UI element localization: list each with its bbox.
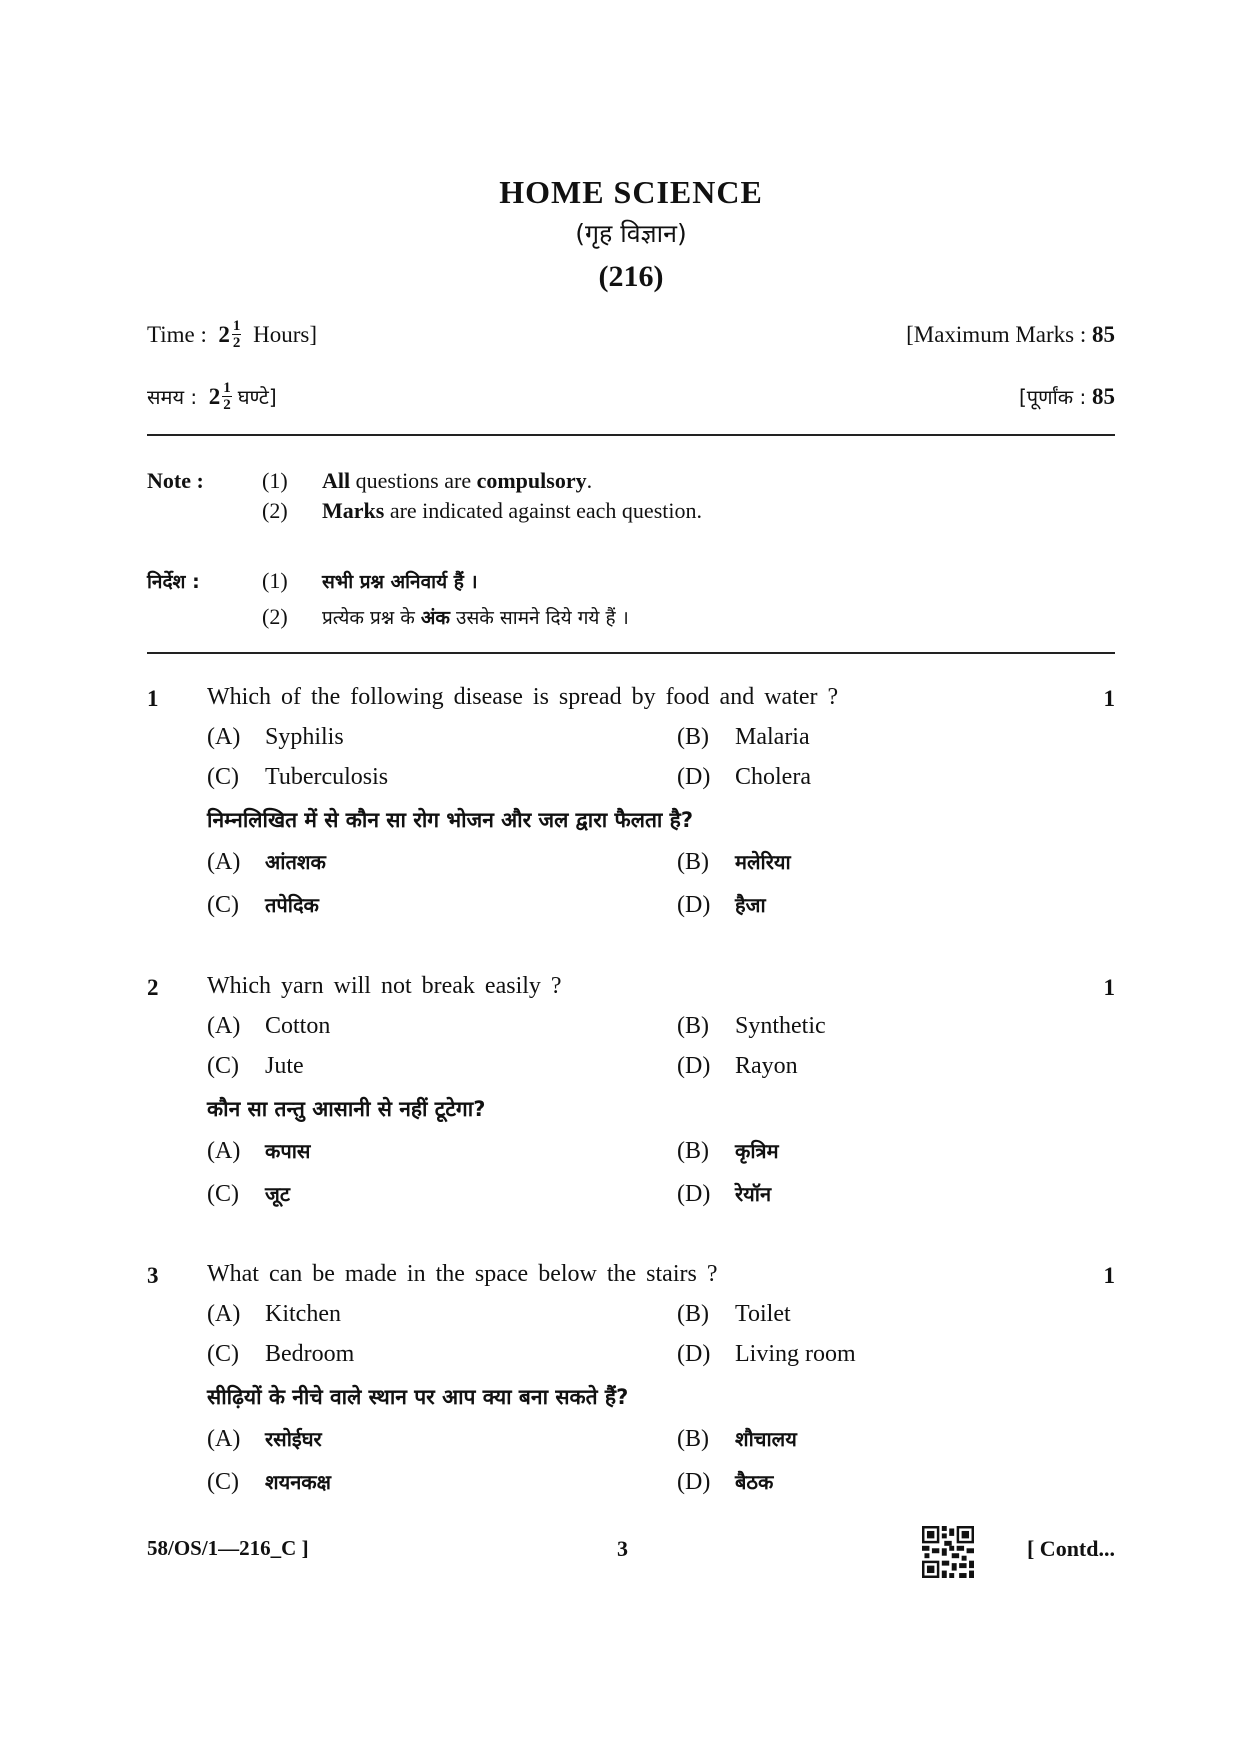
- option-text-hindi: शौचालय: [735, 1427, 797, 1451]
- option-text-hindi: आंतशक: [265, 850, 326, 874]
- time-label-hi: समय :: [147, 385, 198, 409]
- option-text-hindi: रसोईघर: [265, 1427, 322, 1451]
- note-bold-hi: सभी प्रश्न अनिवार्य हैं ।: [322, 571, 478, 593]
- option-text: Synthetic: [735, 1013, 826, 1039]
- marks-value: 85: [1092, 321, 1115, 347]
- option-text-hindi: हैजा: [735, 893, 766, 917]
- time-frac-num: 1: [232, 318, 241, 334]
- option-label: (B): [677, 1013, 709, 1039]
- time-label: Time :: [147, 321, 207, 347]
- time-fraction-hi: [222, 380, 232, 413]
- question-marks: 1: [1103, 686, 1115, 711]
- option-d: [677, 764, 811, 791]
- time-hi: [147, 380, 277, 413]
- option-c: [207, 1053, 304, 1080]
- option-label: (A): [207, 1301, 241, 1327]
- option-label: (D): [677, 1053, 711, 1079]
- option-text: Bedroom: [265, 1341, 355, 1367]
- option-label: (C): [207, 1181, 239, 1207]
- option-label: (B): [677, 1138, 709, 1164]
- exam-page: [147, 0, 1115, 1753]
- option-text: Tuberculosis: [265, 764, 389, 790]
- option-d: [677, 1341, 856, 1368]
- note-plain-hi: उसके सामने दिये गये हैं ।: [450, 607, 629, 629]
- option-d-hindi: [677, 1468, 773, 1496]
- option-text-hindi: मलेरिया: [735, 850, 791, 874]
- question-number: 3: [147, 1263, 159, 1288]
- question-text-hindi: कौन सा तन्तु आसानी से नहीं टूटेगा?: [207, 1097, 486, 1121]
- option-text: Kitchen: [265, 1301, 341, 1327]
- option-a: [207, 1301, 341, 1328]
- note-item-num-hi: (2): [262, 604, 288, 629]
- option-text: Jute: [265, 1053, 304, 1079]
- option-a-hindi: [207, 1137, 310, 1165]
- time-frac-den: 2: [232, 335, 241, 351]
- time-marks-row: [147, 318, 1115, 351]
- time-unit-hi: घण्टे]: [237, 385, 277, 409]
- page-title: HOME SCIENCE: [499, 174, 763, 210]
- option-label: (A): [207, 1013, 241, 1039]
- option-label: (D): [677, 764, 711, 790]
- qr-code-icon: [922, 1526, 974, 1578]
- option-c: [207, 1341, 354, 1368]
- option-b-hindi: [677, 1425, 797, 1453]
- marks-hi: [1019, 383, 1115, 410]
- time-en: [147, 318, 317, 351]
- option-label: (A): [207, 1138, 241, 1164]
- note-item-num: (2): [262, 498, 288, 523]
- option-text-hindi: कृत्रिम: [735, 1139, 779, 1163]
- header: [147, 172, 1115, 298]
- note-item-num-hi: (1): [262, 568, 288, 593]
- option-d-hindi: [677, 891, 766, 919]
- time-frac-den-hi: 2: [223, 397, 231, 413]
- option-label: (C): [207, 892, 239, 918]
- note-bold: All: [322, 468, 351, 493]
- option-label: (D): [677, 1181, 711, 1207]
- option-label: (C): [207, 1053, 239, 1079]
- note-label: Note :: [147, 468, 204, 493]
- note-item-text: [322, 468, 592, 494]
- option-label: (A): [207, 849, 241, 875]
- footer: [147, 1526, 1115, 1576]
- marks-label: [Maximum Marks :: [906, 321, 1087, 347]
- option-label: (C): [207, 1469, 239, 1495]
- note-plain-hi: प्रत्येक प्रश्न के: [322, 607, 421, 629]
- question-text: Which yarn will not break easily ?: [207, 973, 562, 999]
- option-label: (D): [677, 1341, 711, 1367]
- option-text: Rayon: [735, 1053, 798, 1079]
- note-bold: Marks: [322, 498, 385, 523]
- option-text-hindi: तपेदिक: [265, 893, 319, 917]
- note-item-text-hi: [322, 604, 629, 630]
- divider: [147, 652, 1115, 654]
- option-label: (B): [677, 1426, 709, 1452]
- option-text-hindi: रेयॉन: [735, 1182, 772, 1206]
- note-plain: .: [586, 468, 593, 493]
- option-b: [677, 1013, 826, 1040]
- option-a: [207, 724, 344, 751]
- divider: [147, 434, 1115, 436]
- question-number: 1: [147, 686, 159, 711]
- note-item-text-hi: [322, 568, 478, 594]
- option-c-hindi: [207, 1180, 290, 1208]
- option-text: Syphilis: [265, 724, 344, 750]
- note-bold-hi: अंक: [420, 607, 450, 629]
- option-text: Living room: [735, 1341, 856, 1367]
- marks-value-hi: 85: [1092, 383, 1115, 409]
- question-text-hindi: निम्नलिखित में से कौन सा रोग भोजन और जल द्वारा फैलता है?: [207, 808, 694, 832]
- option-label: (C): [207, 1341, 239, 1367]
- option-text: Cotton: [265, 1013, 331, 1039]
- option-d: [677, 1053, 798, 1080]
- option-label: (B): [677, 1301, 709, 1327]
- option-c-hindi: [207, 891, 319, 919]
- option-label: (B): [677, 849, 709, 875]
- option-label: (D): [677, 892, 711, 918]
- option-text-hindi: बैठक: [735, 1470, 774, 1494]
- option-label: (A): [207, 724, 241, 750]
- paper-code: 58/OS/1—216_C ]: [147, 1536, 309, 1560]
- option-text: Malaria: [735, 724, 810, 750]
- option-c: [207, 764, 388, 791]
- option-label: (A): [207, 1426, 241, 1452]
- time-unit: Hours]: [253, 321, 318, 347]
- note-plain: are indicated against each question.: [384, 498, 702, 523]
- option-text: Toilet: [735, 1301, 791, 1327]
- option-text: Cholera: [735, 764, 811, 790]
- option-c-hindi: [207, 1468, 331, 1496]
- note-plain: questions are: [350, 468, 477, 493]
- note-item-text: [322, 498, 702, 524]
- note-bold: compulsory: [476, 468, 587, 493]
- option-text-hindi: जूट: [265, 1182, 290, 1206]
- question-marks: 1: [1103, 975, 1115, 1000]
- question-text: Which of the following disease is spread by food and water ?: [207, 684, 839, 710]
- option-b: [677, 724, 810, 751]
- option-b: [677, 1301, 791, 1328]
- question-text: What can be made in the space below the stairs ?: [207, 1261, 718, 1287]
- continued-label: [ Contd...: [1026, 1536, 1115, 1561]
- time-fraction: [232, 318, 242, 351]
- marks-label-hi: [पूर्णांक :: [1018, 385, 1087, 409]
- time-frac-num-hi: 1: [223, 380, 231, 396]
- option-label: (D): [677, 1469, 711, 1495]
- option-b-hindi: [677, 848, 791, 876]
- note-item-num: (1): [262, 468, 288, 493]
- option-label: (B): [677, 724, 709, 750]
- time-whole: 2: [218, 321, 230, 347]
- option-text-hindi: कपास: [265, 1139, 311, 1163]
- time-whole-hi: 2: [208, 383, 221, 409]
- page-subtitle-hindi: (गृह विज्ञान): [575, 219, 687, 248]
- option-d-hindi: [677, 1180, 771, 1208]
- note-label-hi: निर्देश :: [147, 571, 200, 593]
- time-marks-row-hindi: [147, 380, 1115, 413]
- option-a: [207, 1013, 330, 1040]
- option-text-hindi: शयनकक्ष: [265, 1470, 331, 1494]
- option-label: (C): [207, 764, 239, 790]
- question-marks: 1: [1103, 1263, 1115, 1288]
- marks-en: [906, 322, 1115, 348]
- question-number: 2: [147, 975, 159, 1000]
- page-number: 3: [617, 1536, 628, 1561]
- option-a-hindi: [207, 848, 326, 876]
- option-a-hindi: [207, 1425, 322, 1453]
- question-text-hindi: सीढ़ियों के नीचे वाले स्थान पर आप क्या बना सकते हैं?: [207, 1385, 629, 1409]
- option-b-hindi: [677, 1137, 779, 1165]
- subject-code: (216): [598, 260, 664, 293]
